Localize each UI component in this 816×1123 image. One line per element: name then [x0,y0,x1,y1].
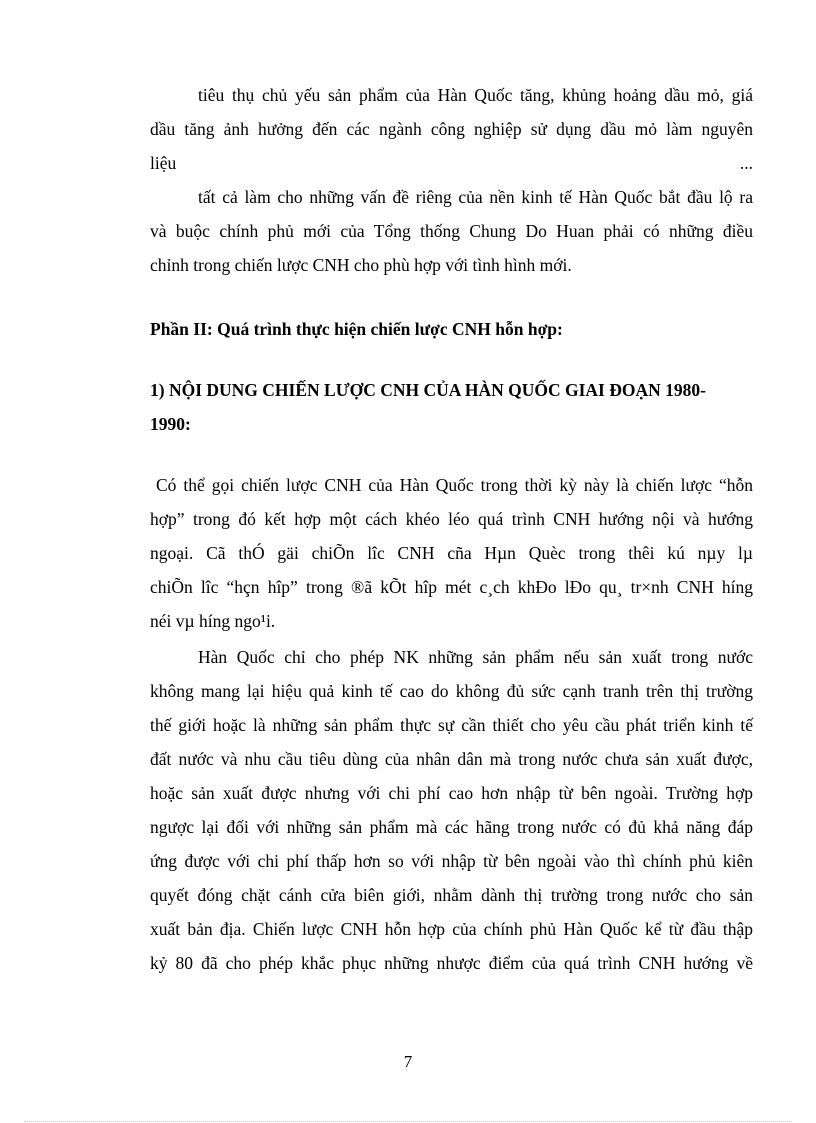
text-line: hoặc sản xuất được nhưng với chi phí cao hơn nhập từ bên ngoài. Trường hợp [150,783,753,803]
text-line: ngoại. Cã thÓ gäi chiÕn lîc CNH cña Hµn Quèc trong thêi kú nµy lµ [150,543,753,563]
text-line: kỷ 80 đã cho phép khắc phục những nhược điểm của quá trình CNH hướng về [150,953,753,973]
text-line [150,146,753,180]
text-line: đất nước và nhu cầu tiêu dùng của nhân dân mà trong nước chưa sản xuất được, [150,749,753,769]
paragraph-hybrid-strategy [150,468,753,638]
page-bottom-divider [24,1121,792,1122]
text-line: ngược lại đối với những sản phẩm mà các hãng trong nước có đủ khả năng đáp [150,817,753,837]
section-heading-line: 1990: [150,414,191,434]
text-line: và buộc chính phủ mới của Tổng thống Chung Do Huan phải có những điều [150,221,753,241]
text-line: ứng được với chi phí thấp hơn so với nhập từ bên ngoài vào thì chính phủ kiên [150,851,753,871]
page-number: 7 [403,1052,413,1071]
text-line: Hàn Quốc chỉ cho phép NK những sản phẩm nếu sản xuất trong nước [198,647,753,667]
text-fragment: liệu [150,153,177,173]
section-heading [150,373,760,441]
text-line: tất cả làm cho những vấn đề riêng của nền kinh tế Hàn Quốc bắt đầu lộ ra [198,187,753,207]
text-line: không mang lại hiệu quả kinh tế cao do không đủ sức cạnh tranh trên thị trường [150,681,753,701]
paragraph-import-policy [150,640,753,980]
text-line: Có thể gọi chiến lược CNH của Hàn Quốc trong thời kỳ này là chiến lược “hỗn [156,475,753,495]
text-line: chiÕn lîc “hçn hîp” trong ®ã kÕt hîp mét c¸ch khÐo lÐo qu¸ tr×nh CNH híng [150,577,753,597]
section-heading-line: 1) NỘI DUNG CHIẾN LƯỢC CNH CỦA HÀN QUỐC GIAI ĐOẠN 1980- [150,380,706,400]
text-line: chỉnh trong chiến lược CNH cho phù hợp với tình hình mới. [150,255,572,275]
text-fragment: ... [739,153,753,173]
text-line: hợp” trong đó kết hợp một cách khéo léo quá trình CNH hướng nội và hướng [150,509,753,529]
text-line: tiêu thụ chủ yếu sản phẩm của Hàn Quốc tăng, khủng hoảng dầu mỏ, giá [198,85,753,105]
text-line: quyết đóng chặt cánh cửa biên giới, nhằm dành thị trường trong nước cho sản [150,885,753,905]
text-line: néi vµ híng ngo¹i. [150,611,276,631]
text-line: dầu tăng ảnh hưởng đến các ngành công nghiệp sử dụng dầu mỏ làm nguyên [150,119,753,139]
part-heading: Phần II: Quá trình thực hiện chiến lược CNH hỗn hợp: [150,319,563,339]
text-line: thế giới hoặc là những sản phẩm thực sự cần thiết cho yêu cầu phát triển kinh tế [150,715,753,735]
intro-paragraph [150,78,753,282]
text-line: xuất bản địa. Chiến lược CNH hỗn hợp của chính phủ Hàn Quốc kể từ đầu thập [150,919,753,939]
